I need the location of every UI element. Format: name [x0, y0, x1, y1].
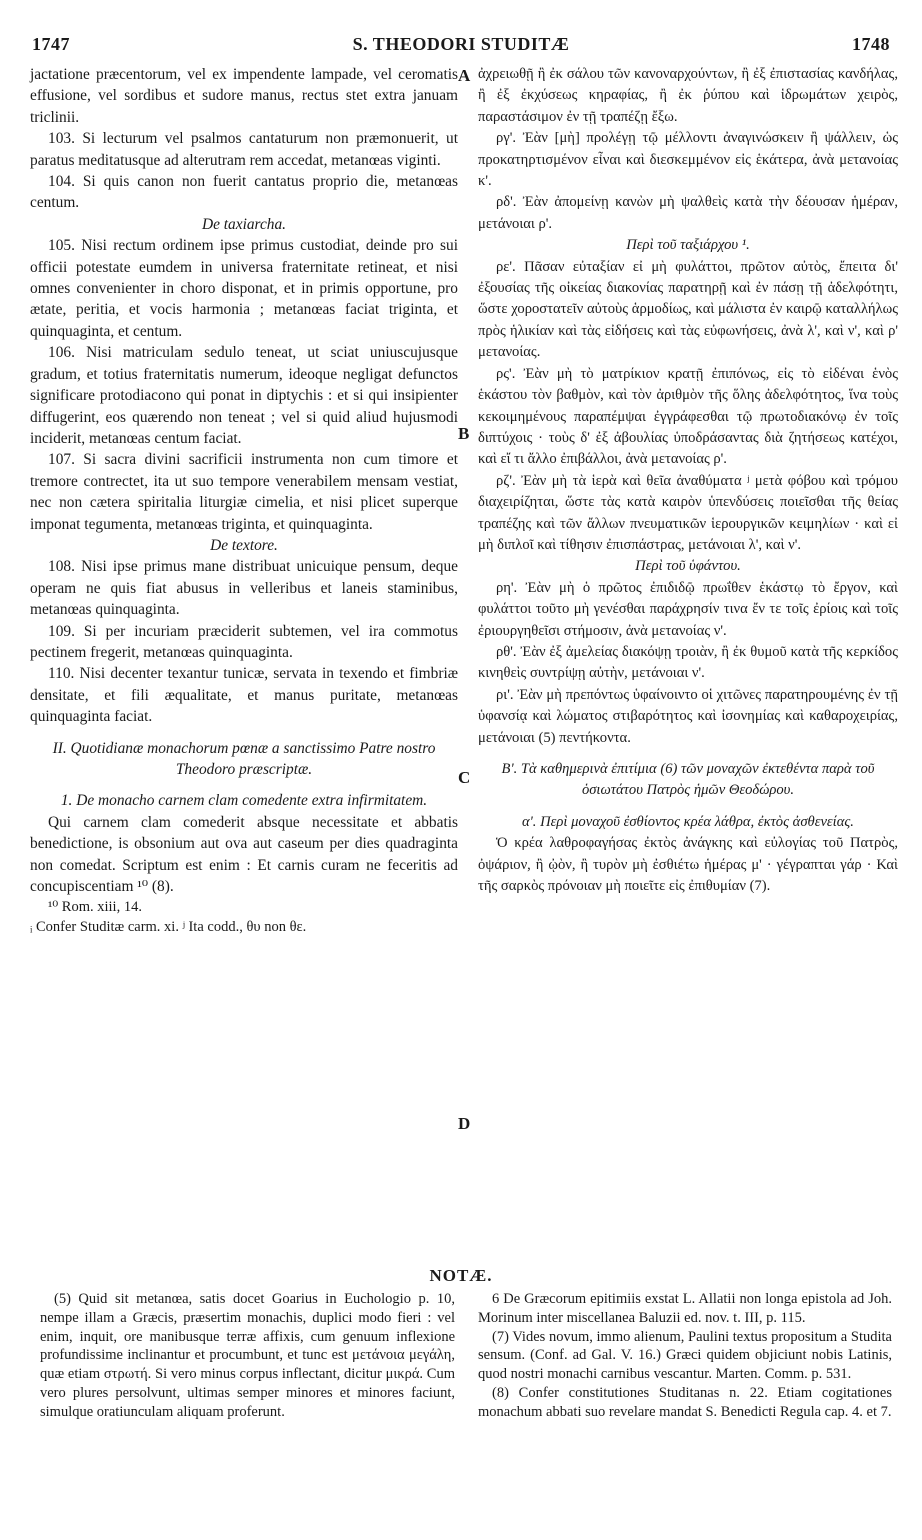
greek-paragraph-103: ργ'. Ἐὰν [μὴ] προλέγῃ τῷ μέλλοντι ἀναγινώσκειν ἢ ψάλλειν, ὡς προκατηρτισμένον εἶναι καὶ διεσκεμμένον εἰς ἑκάτερα, ἀνὰ μετανοίας κ'. [478, 130, 898, 190]
latin-paragraph-105: 105. Nisi rectum ordinem ipse primus custodiat, deinde pro sui officii potestate eumdem in universa fraternitate retineat, et nisi omnes convenienter in choro disponat, et in primis opportune, pro ætate, peritia, et vocis harmonia ; metanœas faciat triginta, et quinquaginta, et centum. [30, 237, 458, 340]
page-number-left: 1747 [32, 34, 70, 54]
latin-heading-taxiarcha: De taxiarcha. [201, 215, 287, 233]
latin-heading-textore: De textore. [210, 536, 278, 554]
greek-paragraph-krea: Ὁ κρέα λαθροφαγήσας ἐκτὸς ἀνάγκης καὶ εὐλογίας τοῦ Πατρὸς, ὀψάριον, ἢ ᾠὸν, ἢ τυρὸν μὴ ἐσθιέτω ἡμέρας μ' · γέγραπται γάρ · Καὶ τῆς σαρκὸς πρόνοιαν μὴ ποιεῖτε εἰς ἐπιθυμίαν (7). [478, 835, 898, 895]
latin-paragraph-102-cont: jactatione præcentorum, vel ex impendente lampade, vel ceromatis effusione, vel sordibus et sudore manus, rectus stet extra januam triclinii. [30, 66, 458, 126]
greek-subheading-a: α'. Περὶ μοναχοῦ ἐσθίοντος κρέα λάθρα, ἐκτὸς ἀσθενείας. [522, 813, 854, 830]
greek-heading-yphantou: Περὶ τοῦ ὑφάντου. [635, 558, 741, 575]
greek-paragraph-102-cont: ἀχρειωθῇ ἢ ἐκ σάλου τῶν κανοναρχούντων, ἢ ἐξ ἐπιστασίας κανδήλας, ἢ ἐξ ἐκχύσεως κηραφίας, ἢ ἐκ ῥύπου καὶ ἱδρωμάτων χειρὸς, παραστάσιμον ἐν τῇ τραπέζῃ ἔξω. [478, 66, 898, 125]
note-6: 6 De Græcorum epitimiis exstat L. Allatii non longa epistola ad Joh. Morinum inter miscellanea Baluzii ed. nov. t. III, p. 115. [478, 1291, 892, 1326]
notes-left-column [40, 1290, 455, 1422]
note-8: (8) Confer constitutiones Studitanas n. 22. Etiam cogitationes monachum abbati suo revelare mandat S. Benedicti Regula cap. 4. et 7. [478, 1384, 892, 1420]
latin-paragraph-carnem: Qui carnem clam comederit absque necessitate et abbatis benedictione, is obsonium aut ova aut caseum per dies quadraginta non comedat. Scriptum est enim : Et carnis curam ne feceritis ad concupiscentiam ¹⁰ (8). [30, 813, 458, 896]
latin-subheading-1: 1. De monacho carnem clam comedente extra infirmitatem. [60, 792, 428, 810]
greek-paragraph-109: ρθ'. Ἐὰν ἐξ ἀμελείας διακόψῃ τροιὰν, ἢ ἐκ θυμοῦ κατὰ τῆς κερκίδος κινηθεὶς συντρίψῃ αὐτὴν, μετάνοιαι ν'. [478, 643, 898, 682]
notes-title: NOTÆ. [429, 1266, 493, 1285]
greek-paragraph-104: ρδ'. Ἐὰν ἀπομείνῃ κανὼν μὴ ψαλθεὶς κατὰ τὴν δέουσαν ἡμέραν, μετάνοιαι ρ'. [478, 194, 898, 232]
note-7: (7) Vides novum, immo alienum, Paulini textus propositum a Studita sensum. (Conf. ad Gal. V. 16.) Græci quidem objiciunt nobis Latinis, quod nostri monachi carnibus vescantur. Marten. Comm. p. 531. [478, 1328, 892, 1383]
greek-paragraph-105: ρε'. Πᾶσαν εὐταξίαν εἰ μὴ φυλάττοι, πρῶτον αὐτὸς, ἔπειτα δι' ἐξουσίας τῆς οἰκείας διακονίας παρατηρῇ καὶ ἐν πάσῃ τῇ ἀδελφότητι, ὥστε χοροστατεῖν αὐτοὺς ἁρμοδίως, καὶ μάλιστα ἐν καιρῷ καταλλήλως πρὸς ἡλικίαν καὶ τὰς εἰδήσεις καὶ τὰς εὐφωνήσεις, ἀνὰ λ', καὶ ν', καὶ ρ' μετανοίας. [478, 258, 898, 361]
margin-letter-d: D [458, 1114, 471, 1133]
latin-footnote-10: ¹⁰ Rom. xiii, 14. [48, 899, 142, 916]
note-5: (5) Quid sit metanœa, satis docet Goarius in Euchologio p. 10, nempe illam a Græcis, præsertim monachis, duplici modo fieri : vel enim, inquit, ore manibusque terræ affixis, cum genuum inflexione profundissime inclinantur et procumbunt, et tunc est μετάνοια μεγάλη, quæ etiam στρωτή. Si vero minus corpus inflectant, dicitur μικρά. Cum vero plures persolvunt, ultimas semper minores et minores faciunt, simulque oratiunculam aliquam proferunt. [40, 1291, 455, 1420]
greek-paragraph-108: ρη'. Ἐὰν μὴ ὁ πρῶτος ἐπιδιδῷ πρωΐθεν ἑκάστῳ τὸ ἔργον, καὶ φυλάττοι τοῦτο μὴ γενέσθαι παράχρησίν τινα ἔν τε τοῖς ἐρίοις καὶ τοῖς ἐριουργηθεῖσι στήμοσιν, ἀνὰ μετανοίας ν'. [478, 579, 898, 639]
greek-paragraph-110: ρι'. Ἐὰν μὴ πρεπόντως ὑφαίνοιντο οἱ χιτῶνες παρατηρουμένης ἐν τῇ ὑφανσίᾳ καὶ λώματος στιβαρότητος καὶ ἰσονημίας καὶ καθαροχειρίας, μετάνοιαι (5) πεντήκοντα. [478, 686, 898, 746]
latin-paragraph-109: 109. Si per incuriam præciderit subtemen, vel ira commotus pectinem fregerit, metanœas quinquaginta. [30, 622, 458, 661]
greek-paragraph-106: ρς'. Ἐὰν μὴ τὸ ματρίκιον κρατῇ ἐπιπόνως, εἰς τὸ εἰδέναι ἑνὸς ἑκάστου τὸν βαθμὸν, καὶ τὸν ἀριθμὸν τῆς ὅλης ἀδελφότητος, ἵνα τοὺς κεκοιμημένους παραπέμψαι ἐγγράφεσθαι τῷ πρωτοδιακόνῳ ἐν τοῖς διπτύχοις · τοὺς δ' ἐξ ἀβουλίας ὑποδράσαντας διὰ ζητήσεως κατέχοι, καὶ εἴ τι ἄλλο ἐπιβάλλοι, ἀνὰ μετανοίας ρ'. [478, 365, 898, 468]
margin-letter-c: C [458, 768, 471, 787]
margin-letter-b: B [458, 424, 470, 443]
greek-section-heading-b: Β'. Τὰ καθημερινὰ ἐπιτίμια (6) τῶν μοναχῶν ἐκτεθέντα παρὰ τοῦ ὁσιωτάτου Πατρὸς ἡμῶν Θεοδώρου. [501, 761, 875, 799]
latin-paragraph-107: 107. Si sacra divini sacrificii instrumenta non cum timore et tremore contrectet, ita ut suo tempore venerabilem mensam vestiat, nec non cætera spiritalia liturgiæ cimelia, et nisi plicet superque imponat tegumenta, metanœas triginta, et quinquaginta. [30, 451, 458, 533]
latin-footnote-ij: ᵢ Confer Studitæ carm. xi. ʲ Ita codd., θυ non θε. [30, 919, 307, 936]
notes-right-column [478, 1290, 892, 1422]
greek-heading-taxiarchou: Περὶ τοῦ ταξιάρχου ¹. [626, 237, 750, 254]
latin-column [30, 64, 458, 937]
page-number-right: 1748 [852, 34, 890, 54]
latin-section-heading-ii: II. Quotidianæ monachorum pœnæ a sanctissimo Patre nostro Theodoro præscriptæ. [52, 739, 436, 778]
greek-column [478, 64, 898, 897]
latin-paragraph-110: 110. Nisi decenter texantur tunicæ, servata in texendo et fimbriæ densitate, et fili æqualitate, et manus puritate, metanœas quinquaginta faciat. [30, 665, 458, 726]
latin-paragraph-104: 104. Si quis canon non fuerit cantatus proprio die, metanœas centum. [30, 173, 458, 212]
greek-paragraph-107: ρζ'. Ἐὰν μὴ τὰ ἱερὰ καὶ θεῖα ἀναθύματα ʲ μετὰ φόβου καὶ τρόμου διαχειρίζηται, ὥστε τὰς κατὰ καιρὸν ὑπενδύσεις ποιεῖσθαι τῆς θείας τραπέζης καὶ τῶν ἄλλων πνευματικῶν ἱερουργικῶν κειμηλίων · καὶ εἰ μὴ διπλοῖ καὶ τίθησιν ἐπισπάστρας, μετάνοιαι λ', καὶ ν'. [478, 472, 898, 553]
margin-letter-a: A [458, 66, 471, 85]
latin-paragraph-103: 103. Si lecturum vel psalmos cantaturum non præmonuerit, ut paratus meditatusque ad alterutram rem accedat, metanœas viginti. [30, 130, 458, 169]
running-title: S. THEODORI STUDITÆ [352, 34, 570, 54]
latin-paragraph-108: 108. Nisi ipse primus mane distribuat unicuique pensum, deque operam ne quis fiat abusus in velleribus et laneis staminibus, metanœas quinquaginta. [30, 558, 458, 619]
latin-paragraph-106: 106. Nisi matriculam sedulo teneat, ut sciat uniuscujusque gradum, et totius fraternitatis numerum, ideoque negligat defunctos significare protodiacono qui ponat in diptychis : et si qui insipienter diffugerint, eos quærendo non teneat ; vel si quid aliud hujusmodi inciderit, metanœas centum faciat. [30, 344, 458, 447]
